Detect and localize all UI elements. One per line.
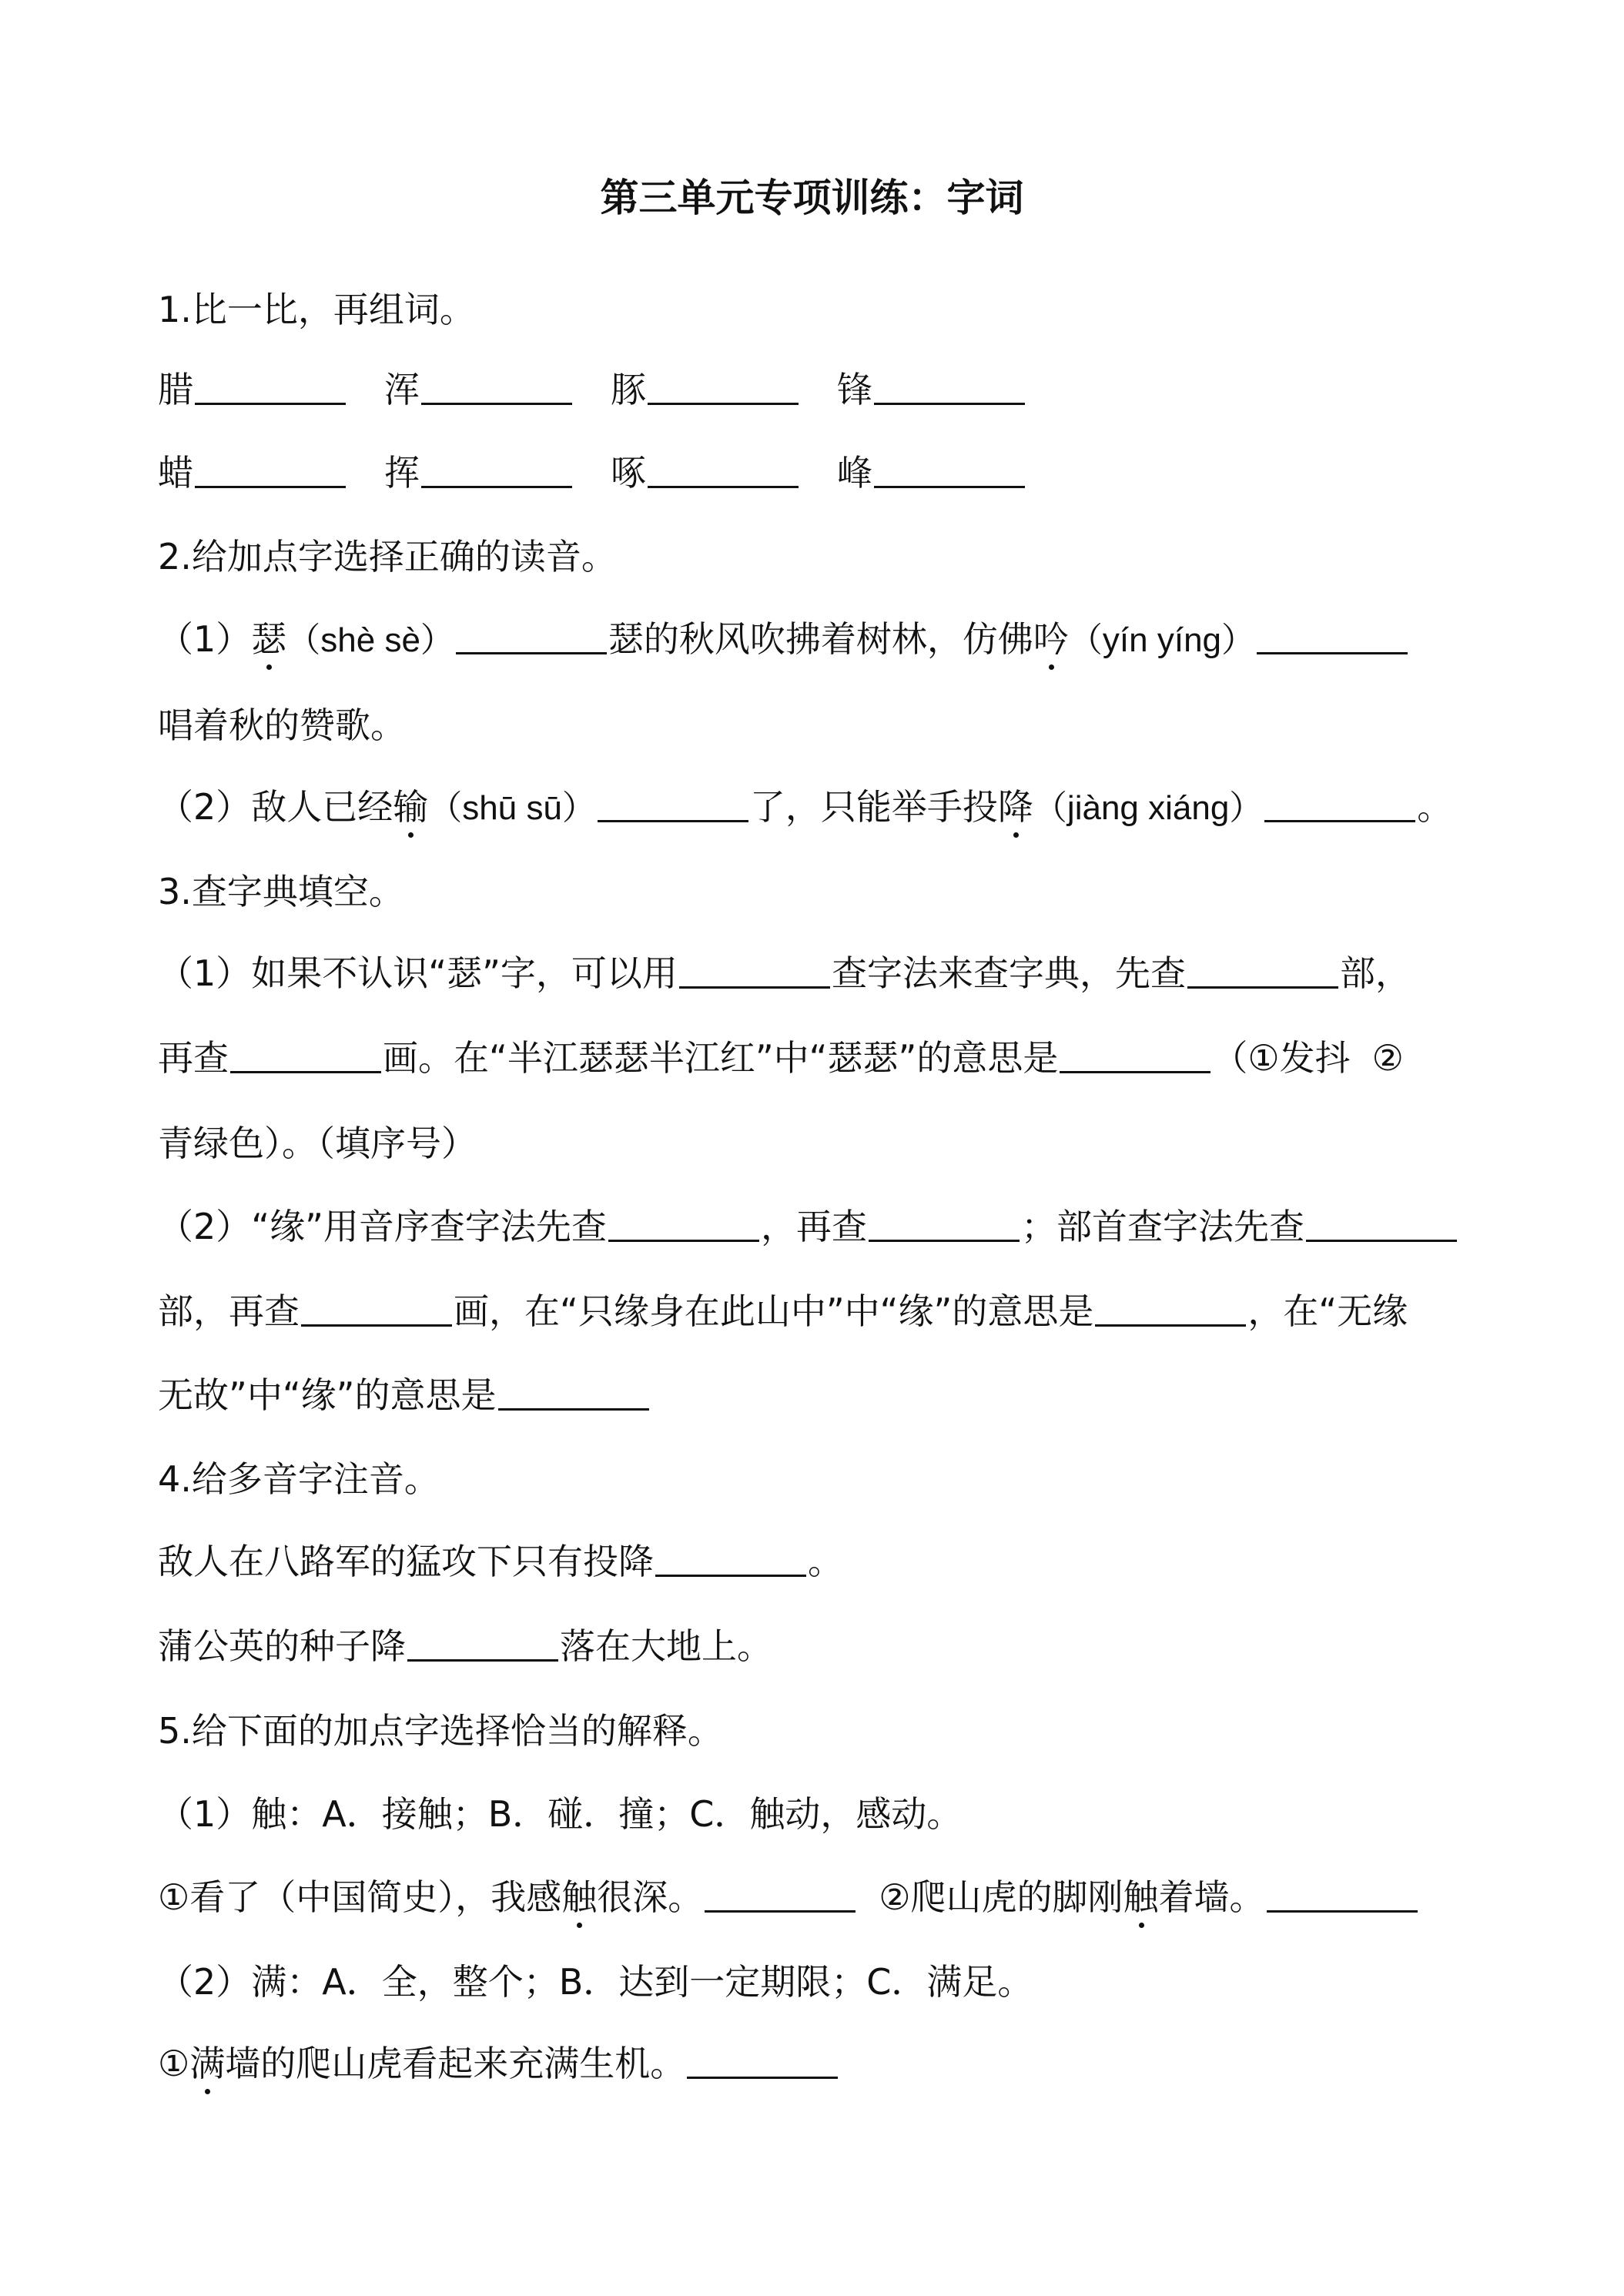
item-number: （1） bbox=[158, 618, 252, 660]
dotted-char: 触 bbox=[1123, 1874, 1159, 1920]
option-text: ② bbox=[1371, 1037, 1404, 1079]
dotted-char: 降 bbox=[998, 784, 1033, 830]
q2-heading: 2.给加点字选择正确的读音。 bbox=[158, 536, 617, 577]
answer-blank[interactable] bbox=[230, 1037, 381, 1073]
sentence-text: 墙的爬山虎看起来充满生机。 bbox=[225, 2043, 686, 2084]
q3-item-2-line-2 bbox=[158, 1288, 1532, 1334]
sentence-text: 着墙。 bbox=[1158, 1876, 1265, 1918]
dotted-char: 满 bbox=[189, 2040, 225, 2087]
q1-char: 啄 bbox=[611, 452, 646, 494]
q1-row-2 bbox=[158, 450, 1532, 496]
sentence-text: ②爬山虎的脚刚 bbox=[879, 1876, 1123, 1918]
answer-blank[interactable] bbox=[874, 452, 1025, 488]
answer-blank[interactable] bbox=[874, 369, 1025, 405]
pinyin-options: （shū sū） bbox=[428, 789, 596, 827]
answer-blank[interactable] bbox=[498, 1374, 649, 1411]
q1-char: 腊 bbox=[158, 369, 193, 410]
pinyin-options: （jiàng xiáng） bbox=[1033, 789, 1264, 827]
answer-blank[interactable] bbox=[407, 1625, 558, 1662]
q1-char: 挥 bbox=[384, 452, 420, 494]
sentence-text: 。 bbox=[808, 1541, 843, 1582]
answer-blank[interactable] bbox=[679, 952, 830, 989]
q1-char: 峰 bbox=[837, 452, 872, 494]
sentence-text: 很深。 bbox=[597, 1876, 704, 1918]
answer-blank[interactable] bbox=[705, 1876, 856, 1913]
answer-blank[interactable] bbox=[195, 452, 346, 488]
q3-item-2-line-1 bbox=[158, 1203, 1532, 1250]
sentence-text: 。 bbox=[1417, 786, 1453, 828]
page-title: 第三单元专项训练：字词 bbox=[600, 176, 1024, 220]
answer-blank[interactable] bbox=[1187, 952, 1338, 989]
q1-char: 豚 bbox=[611, 369, 646, 410]
sentence-text: 部， bbox=[1339, 952, 1411, 994]
sentence-text: 无故”中“缘”的意思是 bbox=[158, 1374, 497, 1416]
dotted-char: 瑟 bbox=[251, 616, 286, 662]
answer-blank[interactable] bbox=[1264, 786, 1415, 822]
q5-item-2-definitions: （2）满：A．全，整个；B．达到一定期限；C．满足。 bbox=[158, 1961, 1033, 2003]
answer-blank[interactable] bbox=[301, 1290, 452, 1327]
sentence-text: 画，在“只缘身在此山中”中“缘”的意思是 bbox=[454, 1290, 1094, 1332]
q1-char: 蜡 bbox=[158, 452, 193, 494]
q1-row-1 bbox=[158, 366, 1532, 413]
answer-blank[interactable] bbox=[1060, 1037, 1210, 1073]
sentence-text: （1）如果不认识“瑟”字，可以用 bbox=[158, 952, 678, 994]
q3-item-1-line-2 bbox=[158, 1035, 1532, 1081]
q3-heading: 3.查字典填空。 bbox=[158, 871, 404, 912]
answer-blank[interactable] bbox=[648, 369, 799, 405]
sentence-text: ①看了（中国简史），我感 bbox=[158, 1876, 562, 1918]
sentence-text: 落在大地上。 bbox=[560, 1625, 772, 1667]
sentence-text: 部，再查 bbox=[158, 1290, 300, 1332]
sentence-text: ，再查 bbox=[760, 1206, 867, 1247]
q3-item-1-line-1 bbox=[158, 950, 1532, 996]
sentence-text: ；部首查字法先查 bbox=[1020, 1206, 1304, 1247]
answer-blank[interactable] bbox=[655, 1541, 806, 1577]
dotted-char: 输 bbox=[393, 784, 428, 830]
sentence-text: 画。在“半江瑟瑟半江红”中“瑟瑟”的意思是 bbox=[383, 1037, 1059, 1079]
sentence-text: ，在“无缘 bbox=[1247, 1290, 1408, 1332]
sentence-text: 了，只能举手投 bbox=[749, 786, 998, 828]
q5-heading: 5.给下面的加点字选择恰当的解释。 bbox=[158, 1710, 723, 1752]
sentence-text: 蒲公英的种子降 bbox=[158, 1625, 406, 1667]
q2-item-2 bbox=[158, 784, 1532, 832]
q4-sentence-2 bbox=[158, 1623, 1532, 1669]
dotted-char: 触 bbox=[561, 1874, 597, 1920]
q5-item-2-sentence bbox=[158, 2040, 1532, 2087]
q2-item-1-cont: 唱着秋的赞歌。 bbox=[158, 705, 406, 746]
sentence-text: 敌人在八路军的猛攻下只有投降 bbox=[158, 1541, 654, 1582]
sentence-text: ① bbox=[158, 2043, 190, 2084]
q5-item-1-definitions: （1）触：A．接触；B．碰．撞；C．触动，感动。 bbox=[158, 1793, 963, 1835]
answer-blank[interactable] bbox=[1257, 618, 1408, 654]
q2-item-1 bbox=[158, 616, 1532, 664]
sentence-text: 查字法来查字典，先查 bbox=[831, 952, 1186, 994]
sentence-text: （2）敌人已经 bbox=[158, 786, 393, 828]
answer-blank[interactable] bbox=[421, 452, 572, 488]
answer-blank[interactable] bbox=[195, 369, 346, 405]
answer-blank[interactable] bbox=[648, 452, 799, 488]
answer-blank[interactable] bbox=[687, 2043, 838, 2079]
dotted-char: 吟 bbox=[1033, 616, 1069, 662]
sentence-text: （2）“缘”用音序查字法先查 bbox=[158, 1206, 607, 1247]
answer-blank[interactable] bbox=[1267, 1876, 1418, 1913]
q4-sentence-1 bbox=[158, 1538, 1532, 1585]
pinyin-options: （yín yíng） bbox=[1068, 621, 1256, 659]
answer-blank[interactable] bbox=[1095, 1290, 1246, 1327]
sentence-text: 瑟的秋风吹拂着树林，仿佛 bbox=[608, 618, 1033, 660]
q1-char: 浑 bbox=[384, 369, 420, 410]
sentence-text: 再查 bbox=[158, 1037, 229, 1079]
q3-item-1-line-3: 青绿色）。（填序号） bbox=[158, 1123, 477, 1164]
answer-blank[interactable] bbox=[869, 1206, 1020, 1242]
answer-blank[interactable] bbox=[608, 1206, 759, 1242]
answer-blank[interactable] bbox=[421, 369, 572, 405]
answer-blank[interactable] bbox=[456, 618, 607, 654]
q5-item-1-sentences bbox=[158, 1874, 1532, 1920]
pinyin-options: （shè sè） bbox=[286, 621, 454, 659]
q4-heading: 4.给多音字注音。 bbox=[158, 1458, 440, 1500]
q1-heading: 1.比一比，再组词。 bbox=[158, 289, 475, 330]
answer-blank[interactable] bbox=[1306, 1206, 1457, 1242]
q1-char: 锋 bbox=[837, 369, 872, 410]
option-text: （①发抖 bbox=[1212, 1037, 1351, 1079]
answer-blank[interactable] bbox=[598, 786, 748, 822]
q3-item-2-line-3 bbox=[158, 1372, 1532, 1418]
